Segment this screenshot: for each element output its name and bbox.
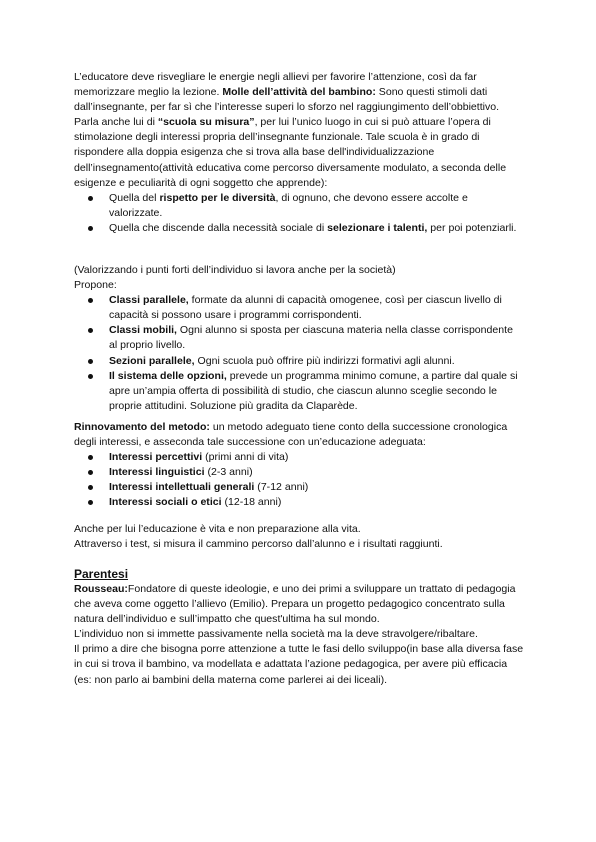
bullet-icon: [88, 298, 93, 303]
bullet-icon: [88, 196, 93, 201]
section-conclusion: [74, 522, 524, 552]
item-bold: Il sistema delle opzioni,: [109, 369, 227, 382]
method-text: un metodo adeguato tiene conto della successione cronologica degli interessi, e asseconda tale successione con un’educazione adeguata:: [74, 421, 508, 449]
bullet-icon: [88, 470, 93, 475]
section-proposals: [74, 263, 524, 414]
item-text: (12-18 anni): [221, 496, 282, 509]
item-text: , di ognuno, che devono essere accolte e valorizzate.: [109, 191, 468, 219]
rousseau-text: Fondatore di queste ideologie, e uno dei primi a sviluppare un trattato di pedagogia che aveva come oggetto l’allievo (Emilio). Prepara un progetto pedagogico concentrato sulla natura dell’individuo e sull’impatto che quest'ultima ha sul mondo.: [74, 583, 516, 626]
propone-label: Propone:: [74, 279, 117, 292]
needs-list: [74, 191, 524, 236]
item-bold: Interessi sociali o etici: [109, 496, 222, 509]
method-bold: Rinnovamento del metodo:: [74, 421, 210, 433]
item-bold: Interessi percettivi: [109, 451, 203, 464]
item-text: Quella che discende dalla necessità sociale di: [109, 221, 328, 234]
conclusion-line-1: Anche per lui l’educazione è vita e non preparazione alla vita.: [74, 523, 361, 535]
section-intro: [74, 70, 524, 236]
intro-text-e: , per lui l’unico luogo in cui si può attuare l’opera di stimolazione degli interessi propria dell’insegnante funzionale. Tale scuola è in grado di rispondere alla doppia esigenza che si trova alla base dell'individualizzazione dell’insegnamento(attività educativa come percorso diversamente modulato, a seconda delle esigenze e peculiarità di ogni soggetto che apprende):: [74, 116, 507, 189]
intro-text-a: L’educatore deve risvegliare le energie negli allievi per favorire l’attenzione, così da far memorizzare meglio la lezione.: [74, 71, 477, 99]
bullet-icon: [88, 374, 93, 379]
item-text: Ogni scuola può offrire più indirizzi formativi agli alunni.: [194, 354, 455, 367]
list-item: [74, 495, 524, 510]
bullet-icon: [88, 500, 93, 505]
parentesi-heading: Parentesi: [74, 567, 129, 581]
rousseau-bold: Rousseau:: [74, 583, 128, 595]
item-text: per poi potenziarli.: [427, 221, 517, 234]
item-bold: selezionare i talenti,: [327, 221, 428, 234]
item-text: Ogni alunno si sposta per ciascuna materia nella classe corrispondente al proprio livello.: [109, 324, 513, 352]
item-text: (2-3 anni): [204, 466, 253, 479]
list-item: [74, 450, 524, 465]
item-text: (primi anni di vita): [202, 451, 289, 464]
intro-text-c: Sono questi stimoli dati dall’insegnante, per far sì che l’interesse superi lo sforzo nel raggiungimento dell’obbiettivo. Parla anche lui di: [74, 86, 500, 129]
list-item: [74, 369, 524, 414]
item-text: (7-12 anni): [254, 481, 309, 494]
list-item: [74, 354, 524, 369]
bullet-icon: [88, 328, 93, 333]
bullet-icon: [88, 359, 93, 364]
list-item: [74, 323, 524, 353]
interests-list: [74, 450, 524, 510]
conclusion-line-2: Attraverso i test, si misura il cammino percorso dall’alunno e i risultati raggiunti.: [74, 538, 443, 551]
intro-paragraph: [74, 70, 524, 191]
item-bold: Classi parallele,: [109, 294, 189, 307]
item-bold: Interessi linguistici: [109, 466, 205, 479]
list-item: [74, 293, 524, 323]
intro-bold-scuola: “scuola su misura”: [157, 116, 255, 129]
item-text: Quella del: [109, 191, 160, 204]
item-bold: Interessi intellettuali generali: [109, 481, 255, 494]
item-bold: Sezioni parallele,: [109, 354, 195, 367]
bullet-icon: [88, 455, 93, 460]
bullet-icon: [88, 485, 93, 490]
society-note: (Valorizzando i punti forti dell’individuo si lavora anche per la società): [74, 264, 396, 276]
list-item: [74, 221, 524, 236]
list-item: [74, 480, 524, 495]
rousseau-paragraph: [74, 582, 524, 627]
list-item: [74, 191, 524, 221]
proposals-list: [74, 293, 524, 414]
item-bold: Classi mobili,: [109, 324, 177, 337]
bullet-icon: [88, 226, 93, 231]
section-method: [74, 420, 524, 511]
list-item: [74, 465, 524, 480]
method-paragraph: [74, 420, 524, 450]
item-bold: rispetto per le diversità: [159, 191, 276, 204]
rousseau-line-3: Il primo a dire che bisogna porre attenzione a tutte le fasi dello sviluppo(in base alla diversa fase in cui si trova il bambino, va modellata e adattata l’azione pedagogica, per avere più efficacia (es: non parlo ai bambini della materna come parlerei ai dei liceali).: [74, 643, 524, 686]
intro-bold-molle: Molle dell’attività del bambino:: [222, 86, 376, 99]
rousseau-line-2: L’individuo non si immette passivamente nella società ma la deve stravolgere/ribaltare.: [74, 628, 478, 641]
item-text: prevede un programma minimo comune, a partire dal quale si apre un’ampia offerta di possibilità di studio, che ciascun alunno sceglie secondo le proprie attitudini. Soluzione più gradita da Claparède.: [109, 369, 518, 412]
section-parentesi: [74, 566, 524, 688]
item-text: formate da alunni di capacità omogenee, così per ciascun livello di capacità si possono usare i programmi corrispondenti.: [109, 294, 502, 322]
